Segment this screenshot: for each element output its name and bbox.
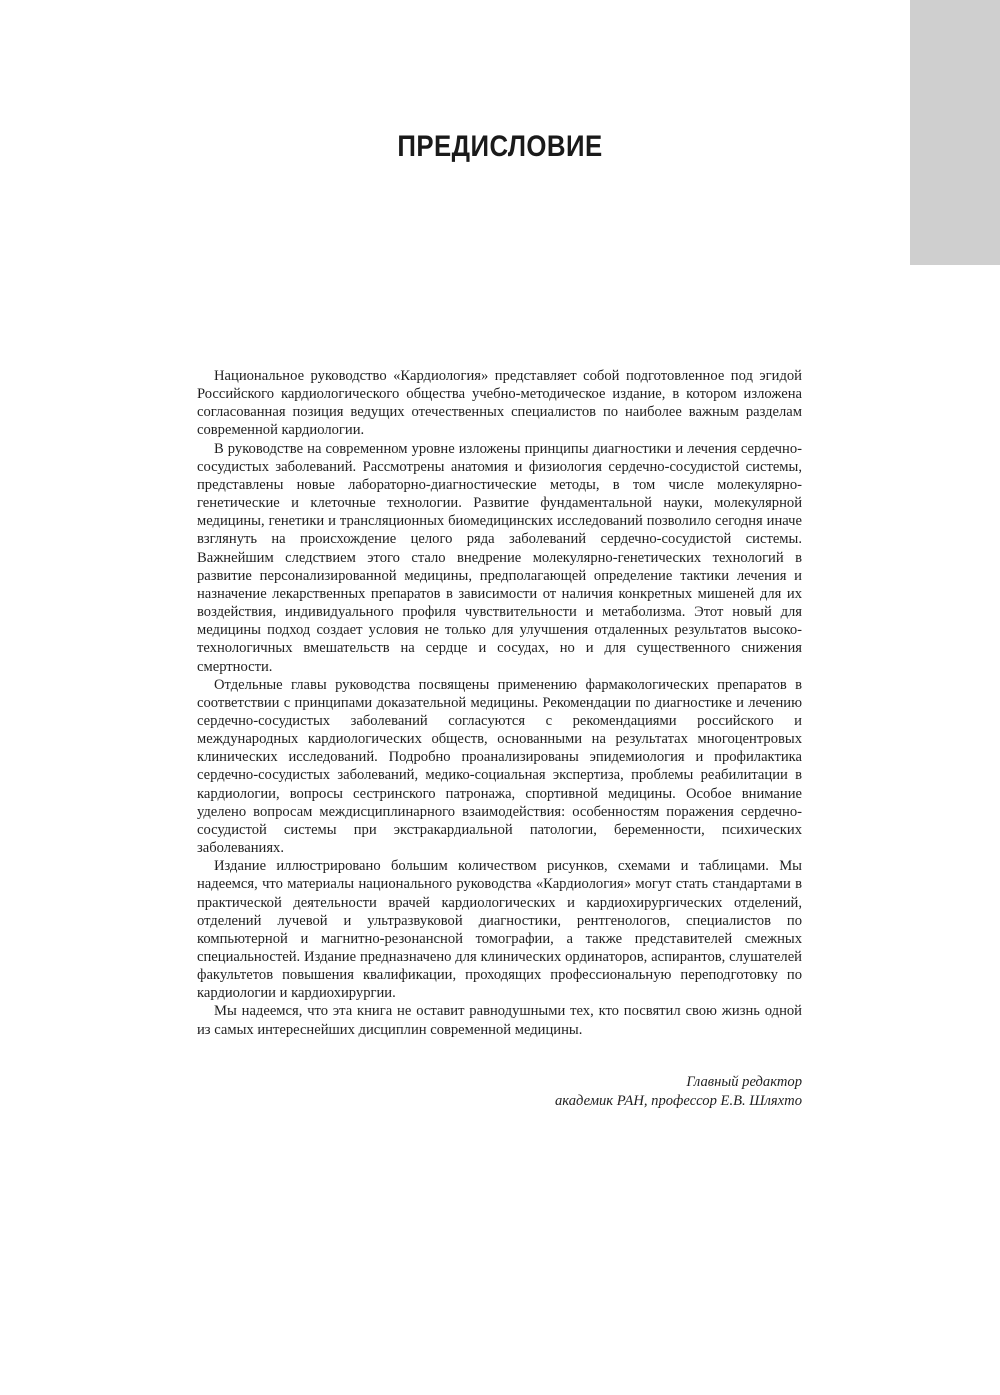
signature-name: академик РАН, профессор Е.В. Шляхто [554,1092,802,1109]
preface-paragraph: Отдельные главы руководства посвящены применению фармакологических препаратов в соответствии с принципами доказательной медицины. Рекомендации по диагностике и лечению сердечно-сосудистых заболеваний согласуются с рекомендациями российского и международных кардиологических обществ, основанными на результатах многоцентровых клинических исследований. Подробно проанализированы эпидемиология и профилактика сердечно-сосудистых заболеваний, медико-социальная экспертиза, проблемы реабилитации в кардиологии, вопросы сестринского патронажа, спортивной медицины. Особое внимание уделено вопросам междисциплинарного взаимодействия: особенностям поражения сердечно-сосудистой системы при экстракардиальной патологии, беременности, психических заболеваниях. [197,676,802,857]
preface-body [197,367,802,1039]
preface-paragraph: В руководстве на современном уровне изложены принципы диагностики и лечения сердечно-сосудистых заболеваний. Рассмотрены анатомия и физиология сердечно-сосудистой системы, представлены новые лабораторно-диагностические методы, в том числе молекулярно-генетические и клеточные технологии. Развитие фундаментальной науки, молекулярной медицины, генетики и трансляционных биомедицинских исследований позволило сегодня иначе взглянуть на происхождение целого ряда заболеваний сердечно-сосудистой системы. Важнейшим следствием этого стало внедрение молекулярно-генетических технологий в развитие персонализированной медицины, предполагающей определение тактики лечения и назначение лекарственных препаратов в зависимости от наличия конкретных мишеней для их воздействия, индивидуального профиля чувствительности и метаболизма. Этот новый для медицины подход создает условия не только для улучшения отдаленных результатов высокотехнологичных вмешательств на сердце и сосудах, но и для существенного снижения смертности. [197,440,802,675]
preface-paragraph: Национальное руководство «Кардиология» представляет собой подготовленное под эгидой Российского кардиологического общества учебно-методическое издание, в котором изложена согласованная позиция ведущих отечественных специалистов по наиболее важным разделам современной кардиологии. [197,368,802,439]
signature-role: Главный редактор [686,1074,802,1090]
signature-block [197,1073,802,1110]
page-title: ПРЕДИСЛОВИЕ [397,130,603,163]
preface-paragraph: Издание иллюстрировано большим количеством рисунков, схемами и таблицами. Мы надеемся, что материалы национального руководства «Кардиология» могут стать стандартами в практической деятельности врачей кардиологических и кардиохирургических отделений, отделений лучевой и ультразвуковой диагностики, рентгенологов, специалистов по компьютерной и магнитно-резонансной томографии, а также представителей смежных специальностей. Издание предназначено для клинических ординаторов, аспирантов, слушателей факультетов повышения квалификации, проходящих профессиональную переподготовку по кардиологии и кардиохирургии. [197,858,802,1002]
preface-paragraph: Мы надеемся, что эта книга не оставит равнодушными тех, кто посвятил свою жизнь одной из самых интереснейших дисциплин современной медицины. [197,1003,802,1038]
